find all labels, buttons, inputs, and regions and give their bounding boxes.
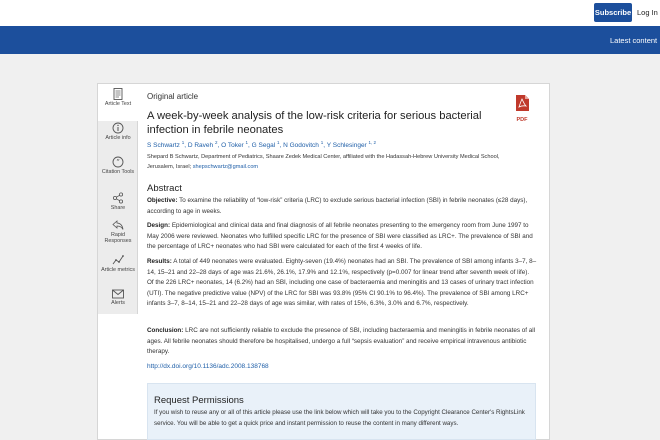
doi-link[interactable]: http://dx.doi.org/10.1136/adc.2008.138768 xyxy=(147,363,269,370)
nav-bar xyxy=(0,26,660,54)
sidebar-label-article-metrics: Article metrics xyxy=(101,267,135,273)
sidebar-label-alerts: Alerts xyxy=(111,300,125,306)
pdf-download[interactable] xyxy=(514,95,530,123)
envelope-icon xyxy=(112,289,124,299)
pdf-label: PDF xyxy=(516,117,528,123)
info-icon xyxy=(112,122,124,134)
reply-icon xyxy=(112,219,124,231)
article-type: Original article xyxy=(147,92,199,101)
author-link[interactable]: O Toker $^1$ xyxy=(221,140,249,150)
metrics-icon xyxy=(112,254,124,266)
quote-icon xyxy=(112,156,124,168)
author-list: S Schwartz $^1$, D Raveh $^2$, O Toker $^1$, G Segal $^1$, N Godovitch $^1$, Y Schlesinger $^{1, 2}$ xyxy=(147,140,377,150)
svg-text:”: ” xyxy=(116,158,120,167)
author-link[interactable]: D Raveh $^2$ xyxy=(187,140,218,150)
author-email-link[interactable]: shepschwartz@gmail.com xyxy=(192,164,259,170)
request-permissions-text: If you wish to reuse any or all of this article please use the link below which will take you to the Copyright Clearance Center's RightsLink service. You will be able to get a quick price and instant permission to reuse the content in many different ways. xyxy=(154,409,525,427)
author-link[interactable]: Y Schlesinger $^{1, 2}$ xyxy=(326,140,377,150)
sidebar-item-alerts[interactable] xyxy=(98,289,138,306)
sidebar-label-rapid-responses: Rapid Responses xyxy=(104,232,132,245)
sidebar-item-citation-tools[interactable] xyxy=(98,156,138,175)
subscribe-button[interactable]: Subscribe xyxy=(594,3,632,22)
request-permissions-box xyxy=(147,383,536,440)
abstract-conclusion: Conclusion: LRC are not sufficiently reliable to exclude the presence of SBI, including bacteraemia and meningitis in febrile neonates of all ages. All febrile neonates should therefore be hospitalised, undergo a full “sepsis evaluation” and receive empirical intravenous antibiotic therapy. xyxy=(147,327,536,355)
article-sidebar xyxy=(98,84,138,314)
sidebar-label-citation-tools: Citation Tools xyxy=(101,169,135,175)
abstract-results: Results: A total of 449 neonates were evaluated. Eighty-seven (19.4%) neonates had an SBI. The prevalence of SBI among infants 3–7, 8–14, 15–21 and 22–28 days of age was 21.6%, 26.1%, 17.9% and 12.1%, respectively (p=0.007 for linear trend after seventh week of life). Of the 226 LRC+ neonates, 14 (6.2%) had an SBI, including one case of bacteraemia and meningitis and 13 cases of urinary tract infection (UTI). The negative predictive value (NPV) of the LRC for SBI was 93.8% (95% CI 90.1% to 96.4%). The prevalence of SBI among LRC+ infants 3–7, 8–14, 15–21 and 22–28 days of age was similar, with rates of 15%, 6.3%, 3.0% and 6.7%, respectively. xyxy=(147,258,537,307)
sidebar-label-article-info: Article info xyxy=(105,135,131,141)
abstract-design: Design: Epidemiological and clinical data and final diagnosis of all febrile neonates presenting to the emergency room from June 1997 to May 2006 were reviewed. Neonates who fulfilled specific LRC for the presence of SBI were classified as LRC+. The prevalence of SBI and the percentage of LRC+ neonates who had SBI were calculated for each of the first 4 weeks of life. xyxy=(147,222,533,250)
article-title: A week-by-week analysis of the low-risk criteria for serious bacterial infection in febrile neonates xyxy=(147,110,482,136)
pdf-icon xyxy=(515,95,529,111)
sidebar-item-article-metrics[interactable] xyxy=(98,254,138,273)
author-affiliation: Shepard B Schwartz, Department of Pediatrics, Shaare Zedek Medical Center, affiliated with the Hadassah-Hebrew University Medical School, Jerusalem, Israel; shepschwartz@gmail.com xyxy=(147,154,500,170)
author-link[interactable]: S Schwartz $^1$ xyxy=(147,140,185,150)
author-link[interactable]: N Godovitch $^1$ xyxy=(283,140,324,150)
author-link[interactable]: G Segal $^1$ xyxy=(251,140,280,150)
share-icon xyxy=(112,192,124,204)
sidebar-item-article-text[interactable] xyxy=(98,84,138,121)
latest-content-link[interactable]: Latest content xyxy=(610,36,658,45)
sidebar-item-article-info[interactable] xyxy=(98,122,138,141)
sidebar-label-article-text: Article Text xyxy=(104,101,132,107)
top-bar xyxy=(0,0,660,26)
sidebar-label-share: Share xyxy=(110,205,126,211)
abstract-heading: Abstract xyxy=(147,183,182,194)
sidebar-item-rapid-responses[interactable] xyxy=(98,219,138,244)
request-permissions-title: Request Permissions xyxy=(154,395,244,406)
abstract-objective: Objective: To examine the reliability of “low-risk” criteria (LRC) to exclude serious bacterial infection (SBI) in febrile neonates (≤28 days), according to age in weeks. xyxy=(147,197,528,215)
login-link[interactable]: Log In xyxy=(637,8,658,17)
document-icon xyxy=(113,88,123,100)
sidebar-item-share[interactable] xyxy=(98,192,138,211)
